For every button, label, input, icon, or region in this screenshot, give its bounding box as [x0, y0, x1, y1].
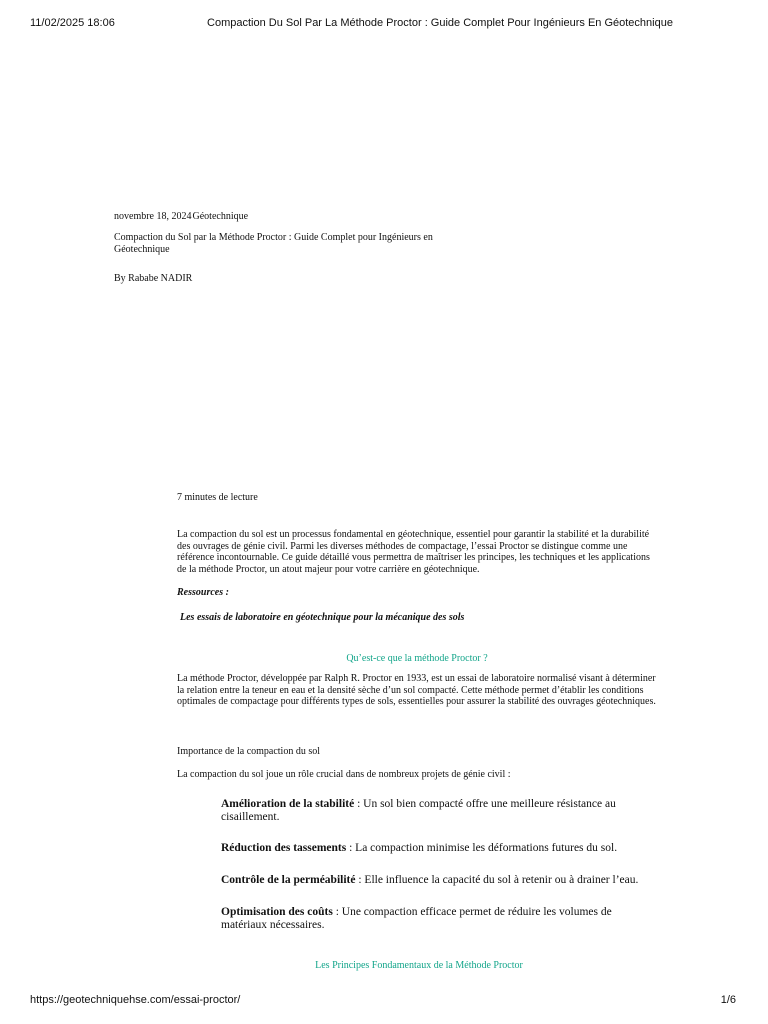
print-title: Compaction Du Sol Par La Méthode Proctor : Guide Complet Pour Ingénieurs En Géotechnique — [207, 17, 673, 29]
bullet-term: Amélioration de la stabilité — [221, 798, 355, 810]
bullet-item — [221, 842, 641, 855]
article-category[interactable]: Géotechnique — [192, 211, 249, 222]
print-footer — [0, 994, 768, 1008]
bullet-term: Réduction des tassements — [221, 842, 347, 854]
section-heading-what: Qu’est-ce que la méthode Proctor ? — [346, 653, 488, 664]
article-date: novembre 18, 2024 — [114, 211, 192, 222]
bullet-term: Contrôle de la perméabilité — [221, 874, 356, 886]
bullet-item — [221, 874, 641, 887]
article-meta — [114, 211, 248, 223]
article-author: By Rababe NADIR — [114, 273, 193, 284]
print-header — [0, 17, 768, 31]
page-url: https://geotechniquehse.com/essai-proctor/ — [30, 994, 241, 1006]
resources-link[interactable]: Les essais de laboratoire en géotechnique pour la mécanique des sols — [180, 612, 465, 623]
reading-time: 7 minutes de lecture — [177, 492, 258, 503]
bullet-term: Optimisation des coûts — [221, 906, 333, 918]
page-number: 1/6 — [720, 994, 736, 1006]
bullet-text: : Une compaction efficace permet de réduire les volumes de matériaux nécessaires. — [221, 906, 612, 931]
bullet-text: : Elle influence la capacité du sol à retenir ou à drainer l’eau. — [355, 874, 639, 886]
section-heading-importance: Importance de la compaction du sol — [177, 746, 321, 757]
section-paragraph-importance: La compaction du sol joue un rôle crucial dans de nombreux projets de génie civil : — [177, 769, 511, 780]
article-title: Compaction du Sol par la Méthode Proctor : Guide Complet pour Ingénieurs en Géotechnique — [114, 232, 433, 255]
bullet-text: : La compaction minimise les déformations futures du sol. — [346, 842, 618, 854]
resources-label: Ressources : — [177, 587, 229, 598]
print-datetime: 11/02/2025 18:06 — [30, 17, 115, 29]
bullet-item — [221, 798, 641, 824]
section-paragraph-what: La méthode Proctor, développée par Ralph R. Proctor en 1933, est un essai de laboratoire normalisé visant à déterminer la relation entre la teneur en eau et la densité sèche d’un sol compacté. Cette méthode permet d’établir les conditions optimales de compactage pour différents types de sols, essentielles pour assurer la stabilité des ouvrages géotechniques. — [177, 673, 656, 707]
bullet-item — [221, 906, 641, 932]
section-heading-principles: Les Principes Fondamentaux de la Méthode Proctor — [315, 960, 523, 971]
intro-paragraph: La compaction du sol est un processus fondamental en géotechnique, essentiel pour garantir la stabilité et la durabilité des ouvrages de génie civil. Parmi les diverses méthodes de compactage, l’essai Proctor se distingue comme une référence incontournable. Ce guide détaillé vous permettra de maîtriser les principes, les techniques et les applications de la méthode Proctor, un atout majeur pour votre carrière en géotechnique. — [177, 529, 650, 575]
bullet-text: : Un sol bien compacté offre une meilleure résistance au cisaillement. — [221, 798, 616, 823]
